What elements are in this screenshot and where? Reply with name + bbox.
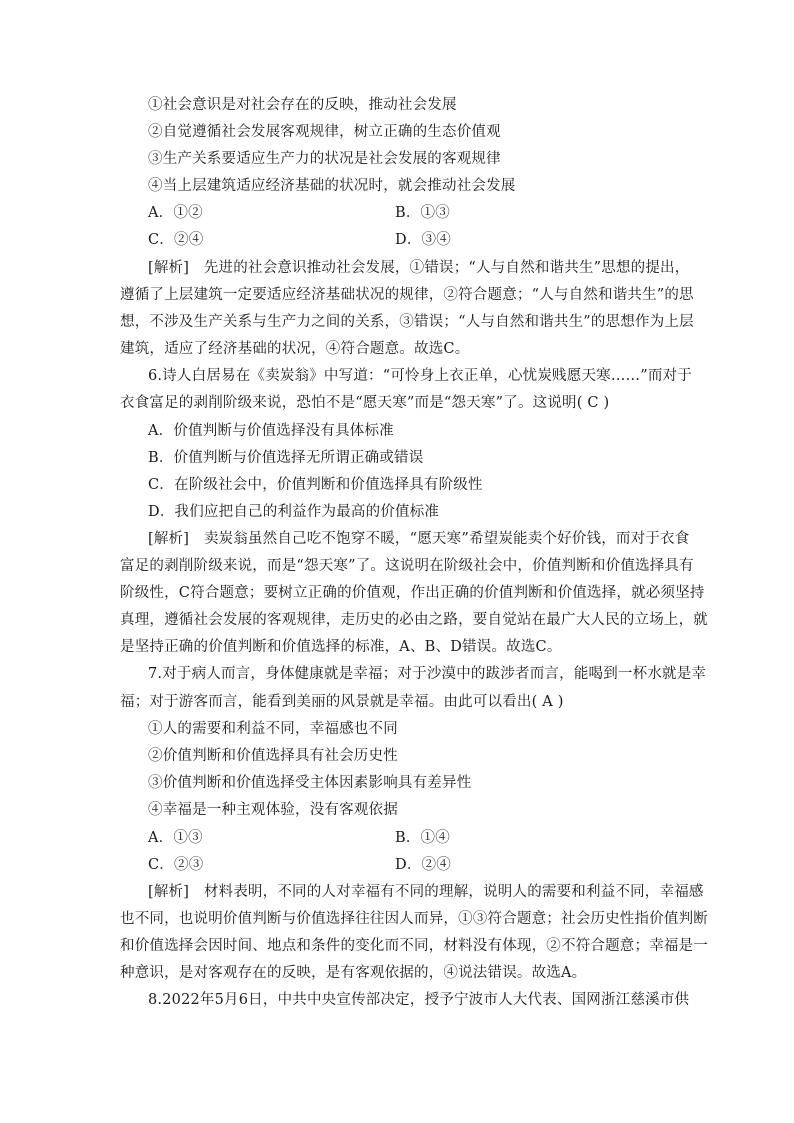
- q6-analysis-line-1: [解析] 卖炭翁虽然自己吃不饱穿不暖，“愿天寒”希望炭能卖个好价钱，而对于衣食: [148, 531, 690, 547]
- q7-analysis-line-2: 也不同，也说明价值判断与价值选择往往因人而异，①③符合题意；社会历史性指价值判断: [120, 911, 708, 927]
- q5-analysis-line-2: 遵循了上层建筑一定要适应经济基础状况的规律，②符合题意；“人与自然和谐共生”的思: [120, 287, 694, 303]
- q6-option-a: A．价值判断与价值选择没有具体标准: [148, 423, 394, 439]
- q5-analysis-line-3: 想，不涉及生产关系与生产力之间的关系，③错误；“人与自然和谐共生”的思想作为上层: [120, 314, 694, 330]
- q6-stem-line-1: 6.诗人白居易在《卖炭翁》中写道：“可怜身上衣正单，心忧炭贱愿天寒……”而对于: [148, 368, 692, 384]
- q7-analysis-line-3: 和价值选择会因时间、地点和条件的变化而不同，材料没有体现，②不符合题意；幸福是一: [120, 938, 708, 954]
- q7-stem-line-2: 福；对于游客而言，能看到美丽的风景就是幸福。由此可以看出( A ): [120, 694, 564, 710]
- q7-choice-d: D．②④: [395, 857, 451, 873]
- q5-choice-b: B．①③: [395, 205, 450, 221]
- q7-analysis-line-4: 种意识，是对客观存在的反映，是有客观依据的，④说法错误。故选A。: [120, 965, 587, 981]
- q7-option-1: ①人的需要和利益不同，幸福感也不同: [148, 721, 398, 737]
- q7-choice-c: C．②③: [148, 857, 204, 873]
- q6-option-b: B．价值判断与价值选择无所谓正确或错误: [148, 450, 424, 466]
- q5-choice-c: C．②④: [148, 232, 204, 248]
- q5-choice-d: D．③④: [395, 232, 451, 248]
- q6-analysis-line-3: 阶级性，C符合题意；要树立正确的价值观，作出正确的价值判断和价值选择，就必须坚持: [120, 585, 705, 601]
- q6-option-d: D．我们应把自己的利益作为最高的价值标准: [148, 504, 440, 520]
- q7-analysis-line-1: [解析] 材料表明，不同的人对幸福有不同的理解，说明人的需要和利益不同，幸福感: [148, 884, 704, 900]
- q7-stem-line-1: 7.对于病人而言，身体健康就是幸福；对于沙漠中的跋涉者而言，能喝到一杯水就是幸: [148, 666, 707, 682]
- q7-choice-b: B．①④: [395, 830, 450, 846]
- q7-option-4: ④幸福是一种主观体验，没有客观依据: [148, 802, 398, 818]
- q5-choice-a: A．①②: [148, 205, 203, 221]
- q8-stem-line-1: 8.2022年5月6日，中共中央宣传部决定，授予宁波市人大代表、国网浙江慈溪市供: [148, 992, 690, 1008]
- q7-choice-a: A．①③: [148, 830, 203, 846]
- q6-analysis-line-5: 是坚持正确的价值判断和价值选择的标准，A、B、D错误。故选C。: [120, 639, 562, 655]
- q6-analysis-line-4: 真理，遵循社会发展的客观规律，走历史的必由之路，要自觉站在最广大人民的立场上，就: [120, 612, 708, 628]
- q5-option-2: ②自觉遵循社会发展客观规律，树立正确的生态价值观: [148, 124, 501, 140]
- q6-analysis-line-2: 富足的剥削阶级来说，而是“怨天寒”了。这说明在阶级社会中，价值判断和价值选择具有: [120, 558, 694, 574]
- q5-option-1: ①社会意识是对社会存在的反映，推动社会发展: [148, 97, 457, 113]
- q7-option-2: ②价值判断和价值选择具有社会历史性: [148, 748, 398, 764]
- q5-analysis-line-4: 建筑，适应了经济基础的状况，④符合题意。故选C。: [120, 341, 470, 357]
- q7-option-3: ③价值判断和价值选择受主体因素影响具有差异性: [148, 775, 472, 791]
- q5-analysis-line-1: [解析] 先进的社会意识推动社会发展，①错误；“人与自然和谐共生”思想的提出，: [148, 260, 690, 276]
- q6-stem-line-2: 衣食富足的剥削阶级来说，恐怕不是“愿天寒”而是“怨天寒”了。这说明( C ): [120, 395, 610, 411]
- q5-option-4: ④当上层建筑适应经济基础的状况时，就会推动社会发展: [148, 178, 516, 194]
- q6-option-c: C．在阶级社会中，价值判断和价值选择具有阶级性: [148, 477, 483, 493]
- q5-option-3: ③生产关系要适应生产力的状况是社会发展的客观规律: [148, 151, 501, 167]
